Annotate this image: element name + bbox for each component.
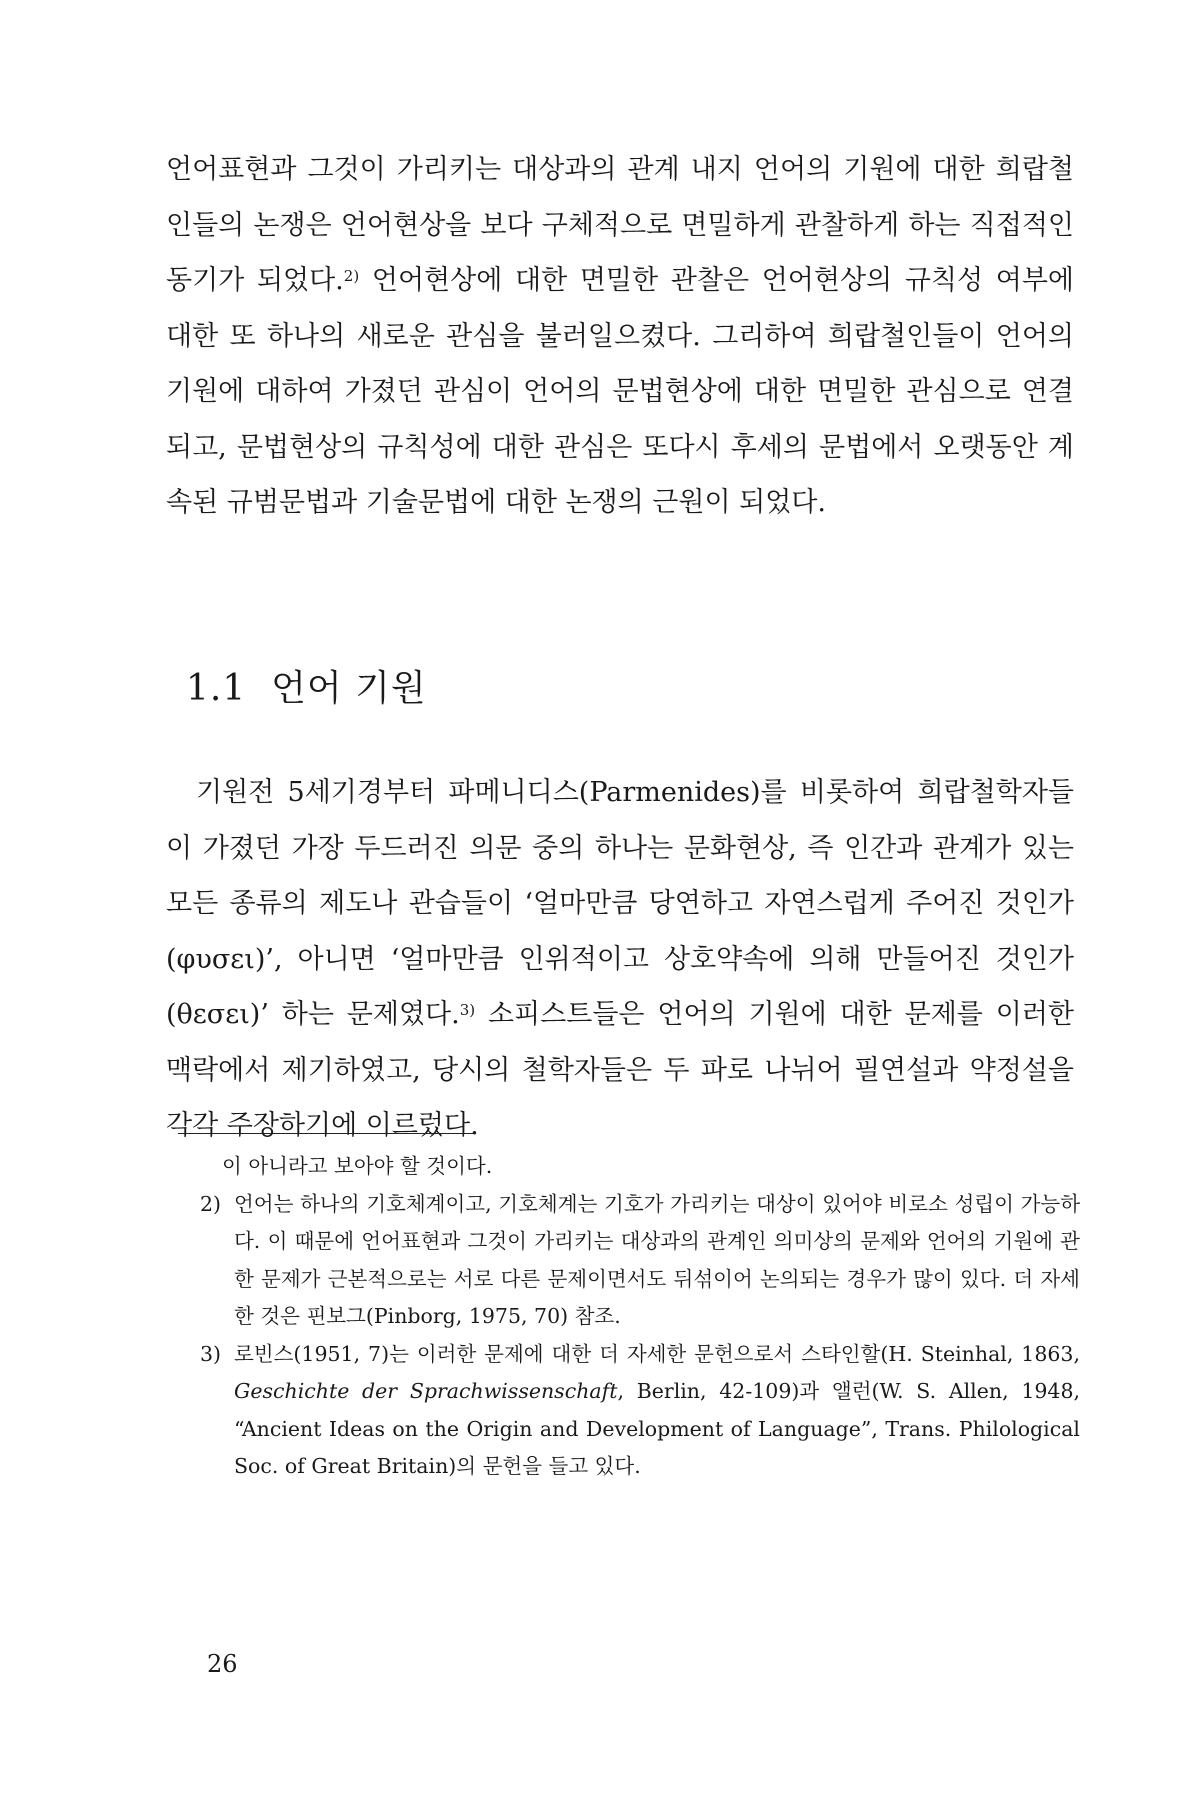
paragraph-2-text-b: 소피스트들은 언어의 기원에 대한 문제를 이러한 맥락에서 제기하였고, 당시의 철학자들은 두 파로 나뉘어 필연설과 약정설을 각각 주장하기에 이르렀다. [166, 999, 1074, 1141]
paragraph-1-text-b: 언어현상에 대한 면밀한 관찰은 언어현상의 규칙성 여부에 대한 또 하나의 새로운 관심을 불러일으켰다. 그리하여 희랍철인들이 언어의 기원에 대하여 가졌던 관심이 언어의 문법현상에 대한 면밀한 관심으로 연결되고, 문법현상의 규칙성에 대한 관심은 또다시 후세의 문법에서 오랫동안 계속된 규범문법과 기술문법에 대한 논쟁의 근원이 되었다. [166, 265, 1074, 518]
paragraph-1-text-a: 언어표현과 그것이 가리키는 대상과의 관계 내지 언어의 기원에 대한 희랍철인들의 논쟁은 언어현상을 보다 구체적으로 면밀하게 관찰하게 하는 직접적인 동기가 되었다. [166, 154, 1074, 296]
paragraph-1 [166, 142, 1074, 531]
footnote-2-text: 언어는 하나의 기호체계이고, 기호체계는 기호가 가리키는 대상이 있어야 비로소 성립이 가능하다. 이 때문에 언어표현과 그것이 가리키는 대상과의 관계인 의미상의 문제와 언어의 기원에 관한 문제가 근본적으로는 서로 다른 문제이면서도 뒤섞이어 논의되는 경우가 많이 있다. 더 자세한 것은 핀보그(Pinborg, 1975, 70) 참조. [234, 1191, 1080, 1328]
footnote-2-number: 2) [200, 1191, 222, 1216]
footnote-3 [200, 1336, 1080, 1486]
footnote-2 [200, 1186, 1080, 1336]
section-title: 언어 기원 [271, 668, 427, 709]
section-number: 1.1 [186, 668, 247, 709]
page-number: 26 [207, 1650, 238, 1678]
paragraph-2-text-a: 기원전 5세기경부터 파메니디스(Parmenides)를 비롯하여 희랍철학자들이 가졌던 가장 두드러진 의문 중의 하나는 문화현상, 즉 인간과 관계가 있는 모든 종류의 제도나 관습들이 ‘얼마만큼 당연하고 자연스럽게 주어진 것인가(φυσει)’, 아니면 ‘얼마만큼 인위적이고 상호약속에 의해 만들어진 것인가(θεσει)’ 하는 문제였다. [166, 777, 1074, 1030]
footnote-3-text-b: , Berlin, 42-109)과 앨런(W. S. Allen, 1948, “Ancient Ideas on the Origin and Development of Language”, Trans. Philological Soc. of Great Britain)의 문헌을 들고 있다. [234, 1379, 1081, 1478]
footnote-ref-2: 2) [343, 267, 360, 285]
footnote-divider [178, 1133, 476, 1134]
footnote-continuation: 이 아니라고 보아야 할 것이다. [222, 1154, 493, 1178]
section-heading [186, 660, 427, 711]
footnote-ref-3: 3) [459, 1001, 476, 1019]
footnote-3-text-a: 로빈스(1951, 7)는 이러한 문제에 대한 더 자세한 문헌으로서 스타인할(H. Steinhal, 1863, [234, 1341, 1080, 1366]
footnotes [200, 1148, 1080, 1486]
footnote-3-number: 3) [200, 1341, 222, 1366]
paragraph-2 [166, 765, 1074, 1154]
footnote-3-book-title: Geschichte der Sprachwissenschaft [234, 1379, 618, 1403]
